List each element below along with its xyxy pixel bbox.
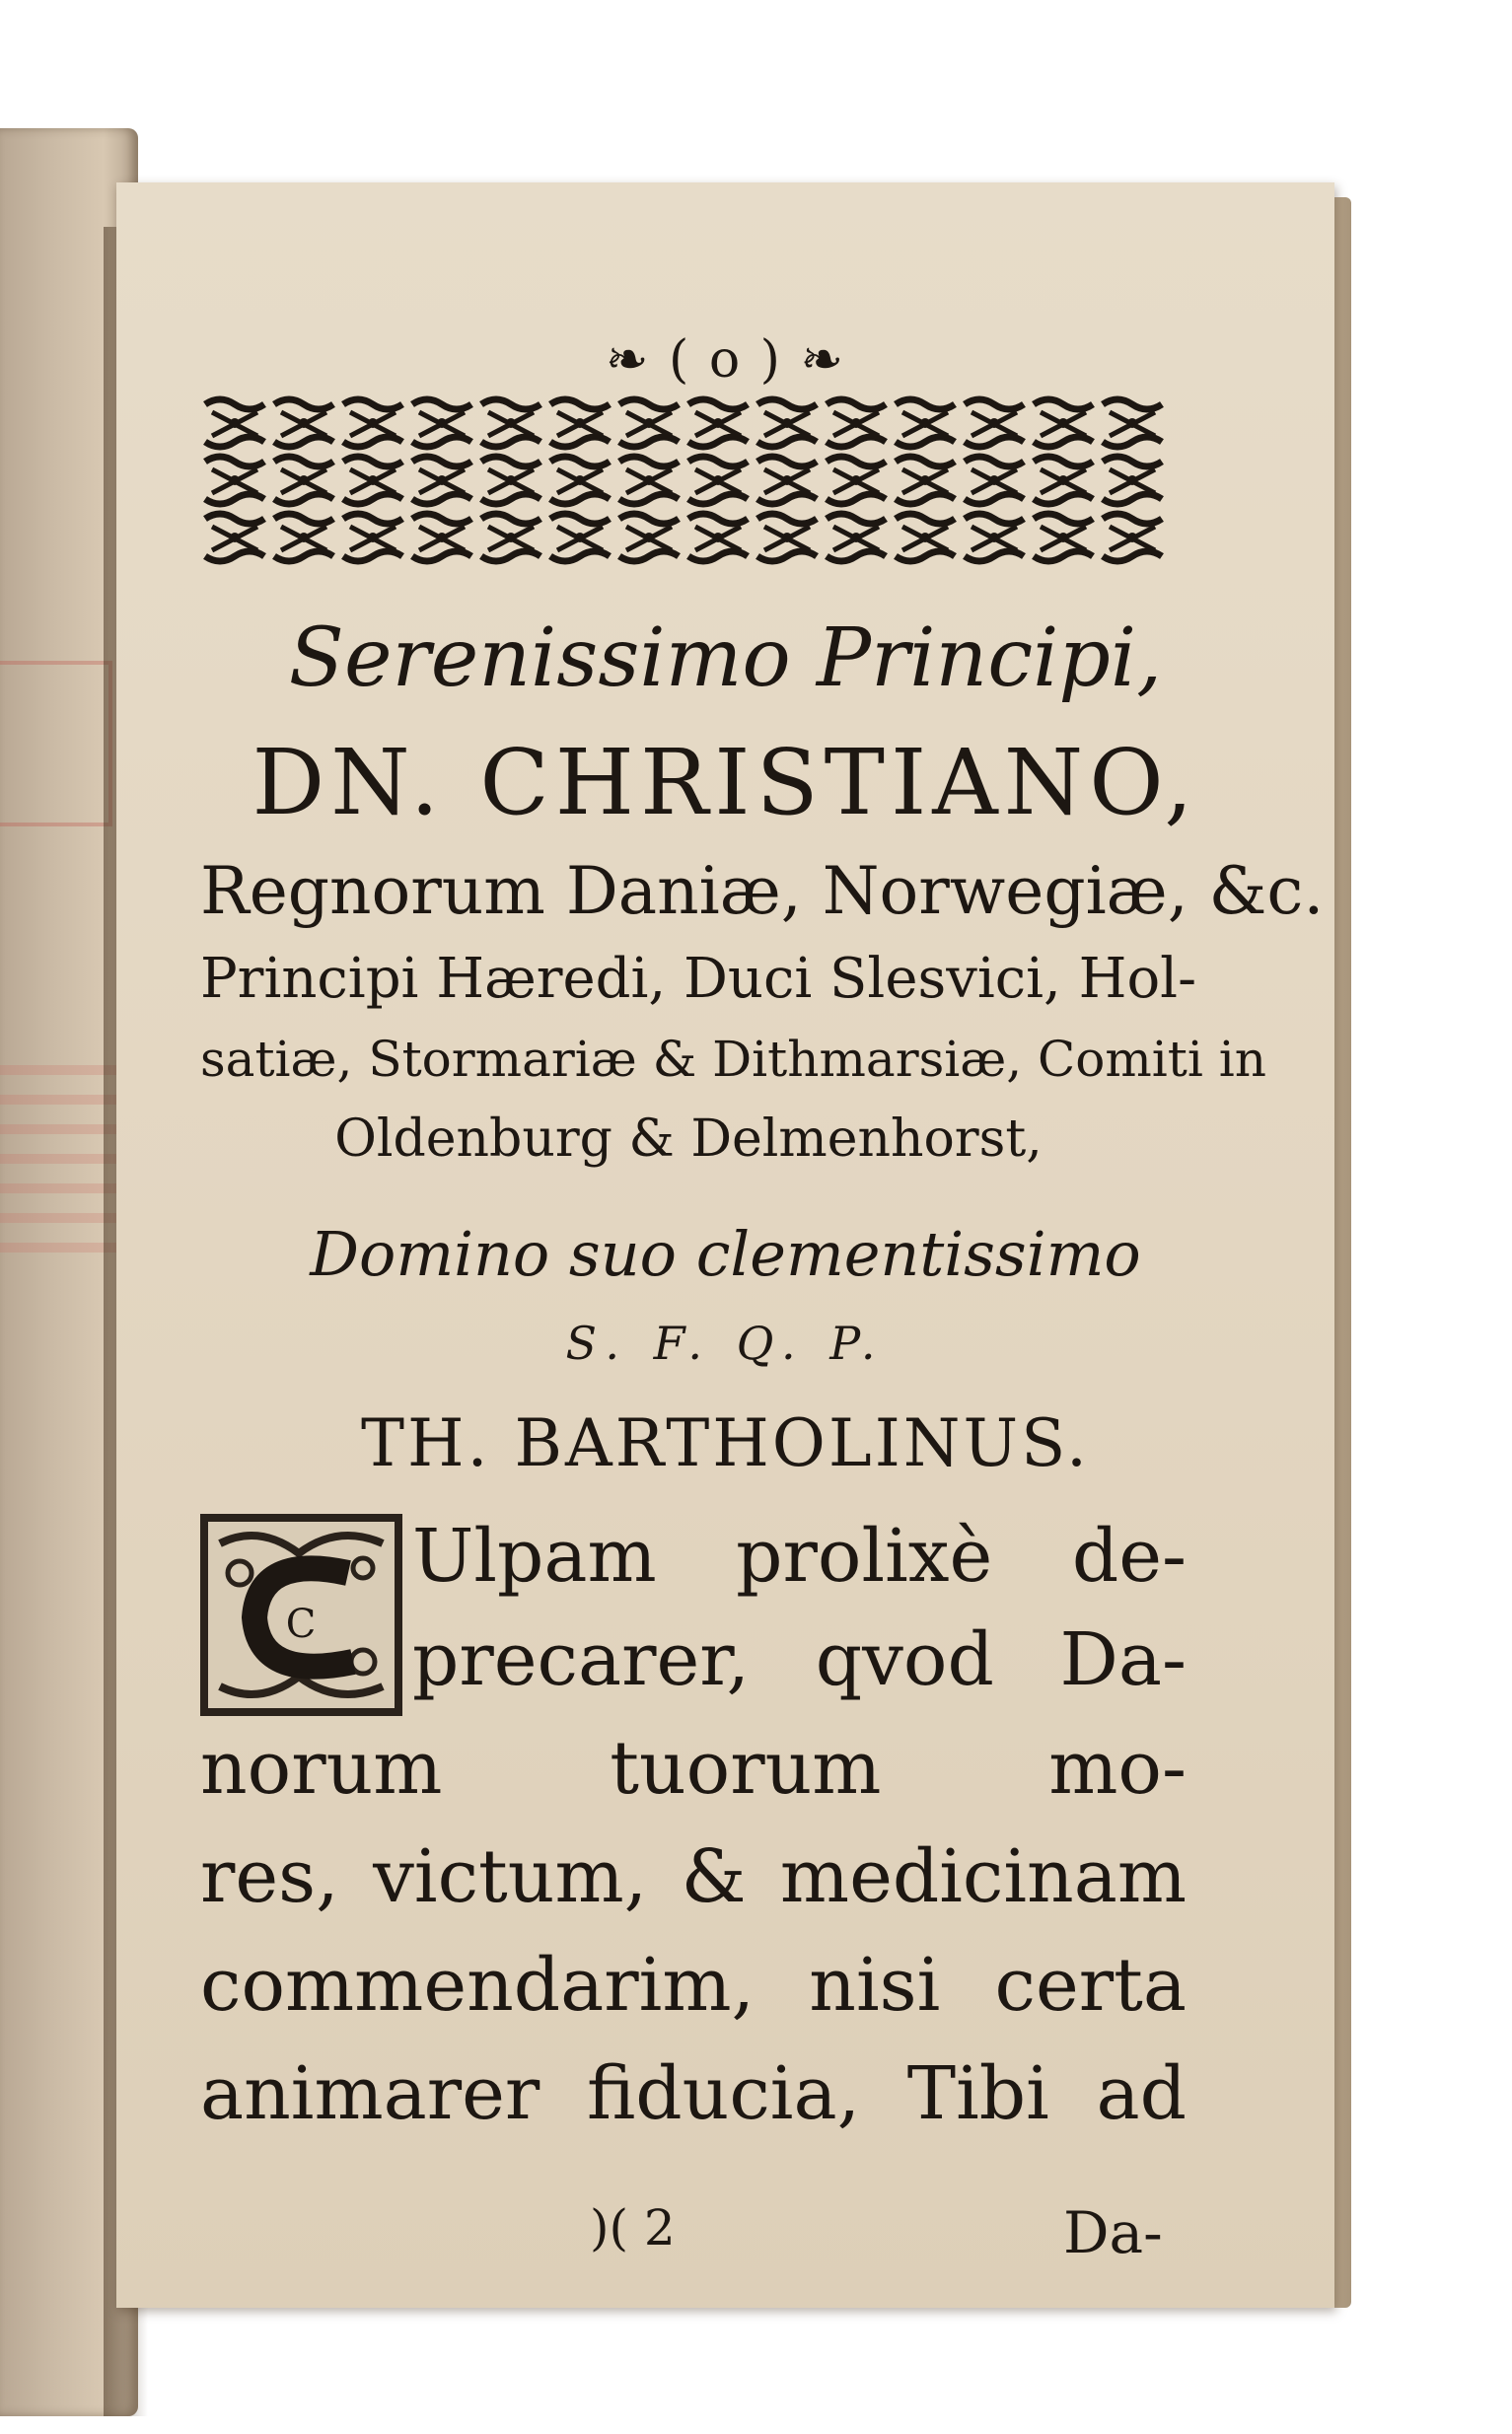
initial-letter: C: [285, 1602, 317, 1647]
body-line-4: res, victum, & medicinam: [200, 1834, 1187, 1919]
title-line-3: satiæ, Stormariæ & Dithmarsiæ, Comiti in: [200, 1031, 1266, 1088]
title-line-2: Principi Hæredi, Duci Slesvici, Hol-: [200, 947, 1196, 1011]
body-line-1: Ulpam prolixè de-: [412, 1514, 1187, 1599]
library-stamp-mark: [0, 661, 112, 826]
floral-initial-c-icon: [200, 1514, 402, 1716]
dedication-line: Serenissimo Principi,: [288, 611, 1163, 705]
book-page: [116, 182, 1334, 2308]
title-line-4: Oldenburg & Delmenhorst,: [334, 1110, 1043, 1169]
dedicatee-name: DN. CHRISTIANO,: [252, 730, 1199, 835]
body-line-5: commendarim, nisi certa: [200, 1943, 1187, 2028]
salutation-abbrev: S. F. Q. P.: [565, 1317, 886, 1370]
library-stamp-bleed: [0, 1065, 118, 1253]
footer-signature: )( 2: [590, 2199, 676, 2256]
domino-line: Domino suo clementissimo: [310, 1218, 1141, 1290]
signature-mark: ❧ ( o ) ❧: [605, 330, 846, 390]
body-line-6: animarer fiducia, Tibi ad: [200, 2051, 1187, 2136]
author-name: TH. BARTHOLINUS.: [360, 1405, 1091, 1481]
decorative-lattice-band-icon: [200, 394, 1167, 567]
body-line-2: precarer, qvod Da-: [412, 1617, 1187, 1702]
catchword: Da-: [1063, 2199, 1163, 2266]
title-line-1: Regnorum Daniæ, Norwegiæ, &c.: [200, 853, 1325, 929]
body-line-3: norum tuorum mo-: [200, 1726, 1187, 1811]
